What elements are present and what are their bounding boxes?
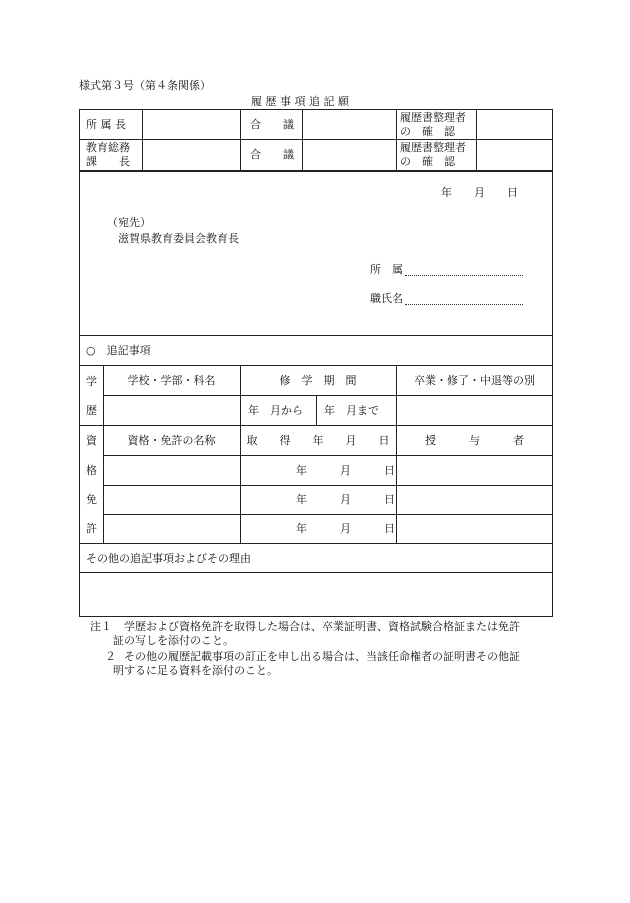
education-label-1: 学 [86, 375, 97, 388]
note-1-line-1: 学歴および資格免許を取得した場合は、卒業証明書、資格試験合格証または免許 [124, 620, 520, 633]
note-2-line-1: その他の履歴記載事項の訂正を申し出る場合は、当該任命権者の証明書その他証 [124, 650, 520, 663]
form-title: 履 歴 事 項 追 記 願 [251, 95, 349, 108]
section-title: ○ 追記事項 [86, 344, 151, 357]
affiliation-label: 所 属 [370, 263, 403, 276]
col-status: 卒業・修了・中退等の別 [414, 374, 535, 387]
edu-manager-label-2: 課 長 [86, 155, 130, 168]
period-from: 年 月から [248, 404, 303, 417]
note-1-line-2: 証の写しを添付のこと。 [113, 634, 234, 647]
license-label-4: 許 [86, 522, 97, 535]
col-license-name: 資格・免許の名称 [127, 434, 216, 447]
form-number: 様式第３号（第４条関係） [79, 79, 211, 92]
record-manager-label: 履歴書整理者 [400, 111, 466, 124]
name-label: 職氏名 [370, 292, 403, 305]
education-label-2: 歴 [86, 404, 97, 417]
council-label: 合 議 [250, 118, 294, 131]
note-2-line-2: 明するに足る資料を添付のこと。 [113, 664, 278, 677]
record-manager-confirm-2: の 確 認 [400, 155, 455, 168]
name-line [405, 304, 523, 305]
record-manager-label-2: 履歴書整理者 [400, 141, 466, 154]
license-row-date-1: 年 月 日 [296, 464, 395, 477]
license-label-2: 格 [86, 464, 97, 477]
record-manager-confirm: の 確 認 [400, 125, 455, 138]
period-to: 年 月まで [324, 404, 379, 417]
col-school: 学校・学部・科名 [127, 374, 216, 387]
col-period: 修 学 期 間 [279, 374, 357, 387]
addressee-label: （宛先） [107, 216, 151, 229]
other-title: その他の追記事項およびその理由 [86, 552, 251, 565]
edu-manager-label-1: 教育総務 [86, 141, 130, 154]
col-license-date: 取 得 年 月 日 [246, 434, 390, 447]
addressee-name: 滋賀県教育委員会教育長 [118, 232, 239, 245]
affiliation-head-label: 所 属 長 [86, 118, 126, 131]
license-label-3: 免 [86, 493, 97, 506]
note-2-mark: ２ [105, 650, 116, 663]
license-label-1: 資 [86, 434, 97, 447]
col-license-issuer: 授 与 者 [425, 434, 524, 447]
date-line: 年 月 日 [441, 186, 518, 199]
council-label-2: 合 議 [250, 148, 294, 161]
note-1-mark: 注１ [90, 620, 112, 633]
license-row-date-2: 年 月 日 [296, 493, 395, 506]
license-row-date-3: 年 月 日 [296, 522, 395, 535]
affiliation-line [405, 275, 523, 276]
